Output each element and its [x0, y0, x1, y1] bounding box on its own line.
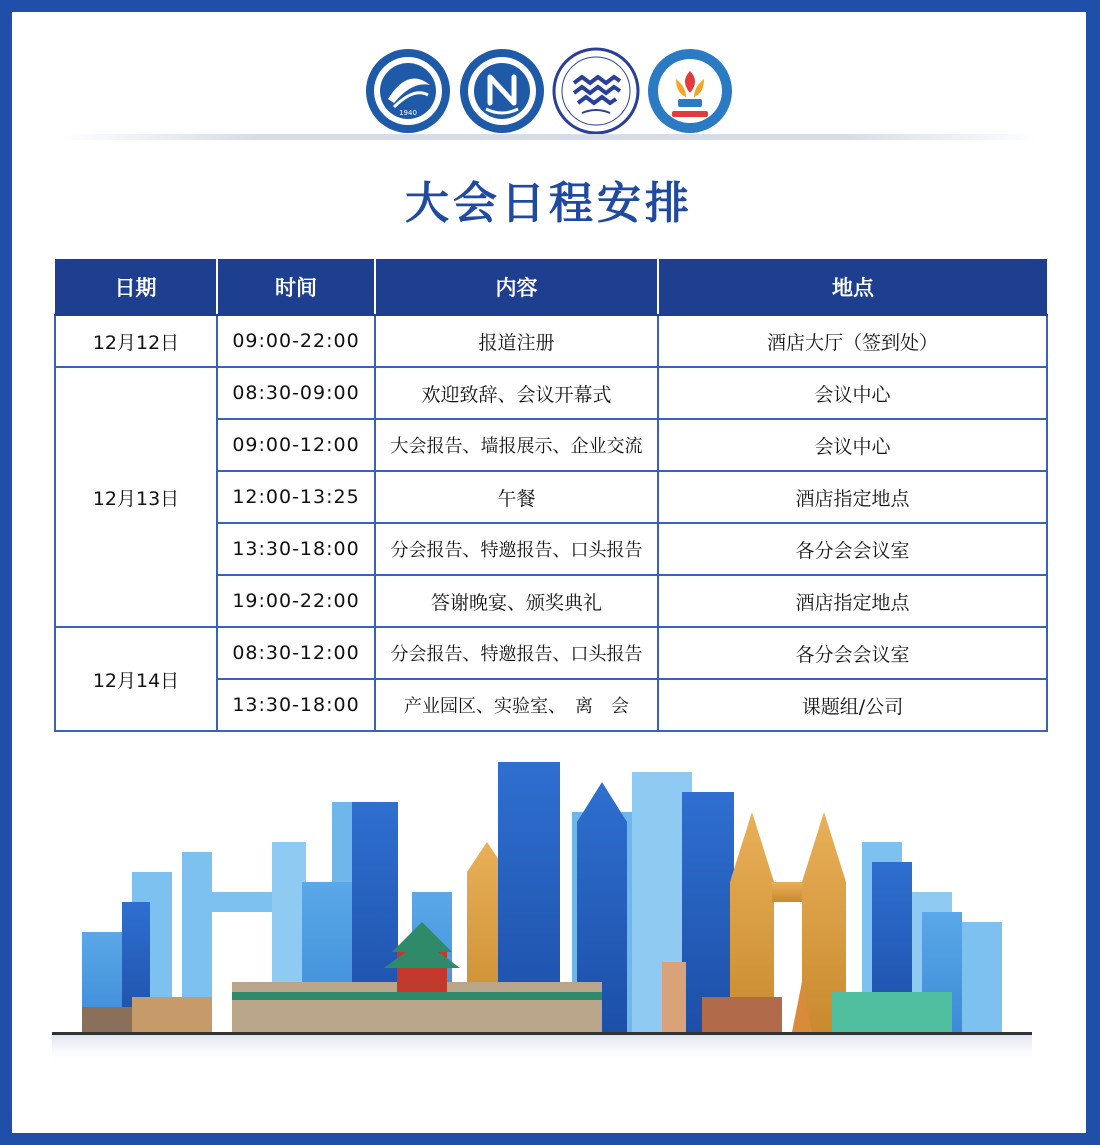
acs-logo: [646, 47, 734, 135]
location-cell: 会议中心: [658, 367, 1047, 419]
location-cell: 各分会会议室: [658, 627, 1047, 679]
date-cell: 12月13日: [55, 367, 217, 627]
page-title: 大会日程安排: [405, 178, 693, 229]
location-cell: 各分会会议室: [658, 523, 1047, 575]
header-location: 地点: [658, 259, 1047, 315]
time-cell: 08:30-09:00: [217, 367, 375, 419]
location-cell: 会议中心: [658, 419, 1047, 471]
table-row: [55, 367, 1047, 419]
content-cell: 产业园区、实验室、 离 会: [375, 679, 658, 731]
logo-strip: [12, 36, 1086, 146]
location-cell: 课题组/公司: [658, 679, 1047, 731]
schedule-page: [12, 12, 1086, 1133]
table-row: [55, 315, 1047, 367]
header-divider: [60, 134, 1040, 140]
location-cell: 酒店大厅（签到处）: [658, 315, 1047, 367]
cqut-logo-year: 1940: [399, 109, 417, 117]
header-time: 时间: [217, 259, 375, 315]
header-date: 日期: [55, 259, 217, 315]
schedule-table: [54, 259, 1046, 725]
cqnu-logo: [458, 47, 546, 135]
content-cell: 午餐: [375, 471, 658, 523]
content-cell: 大会报告、墙报展示、企业交流: [375, 419, 658, 471]
date-cell: 12月12日: [55, 315, 217, 367]
table-header-row: [55, 259, 1047, 315]
time-cell: 09:00-12:00: [217, 419, 375, 471]
table-row: [55, 627, 1047, 679]
date-cell: 12月14日: [55, 627, 217, 731]
time-cell: 12:00-13:25: [217, 471, 375, 523]
content-cell: 分会报告、特邀报告、口头报告: [375, 627, 658, 679]
header-content: 内容: [375, 259, 658, 315]
time-cell: 09:00-22:00: [217, 315, 375, 367]
time-cell: 13:30-18:00: [217, 679, 375, 731]
time-cell: 13:30-18:00: [217, 523, 375, 575]
time-cell: 19:00-22:00: [217, 575, 375, 627]
content-cell: 欢迎致辞、会议开幕式: [375, 367, 658, 419]
content-cell: 答谢晚宴、颁奖典礼: [375, 575, 658, 627]
cqut-logo: [364, 47, 452, 135]
location-cell: 酒店指定地点: [658, 471, 1047, 523]
location-cell: 酒店指定地点: [658, 575, 1047, 627]
content-cell: 报道注册: [375, 315, 658, 367]
city-skyline-illustration: [12, 742, 1086, 1072]
time-cell: 08:30-12:00: [217, 627, 375, 679]
cqwu-logo: [552, 47, 640, 135]
content-cell: 分会报告、特邀报告、口头报告: [375, 523, 658, 575]
